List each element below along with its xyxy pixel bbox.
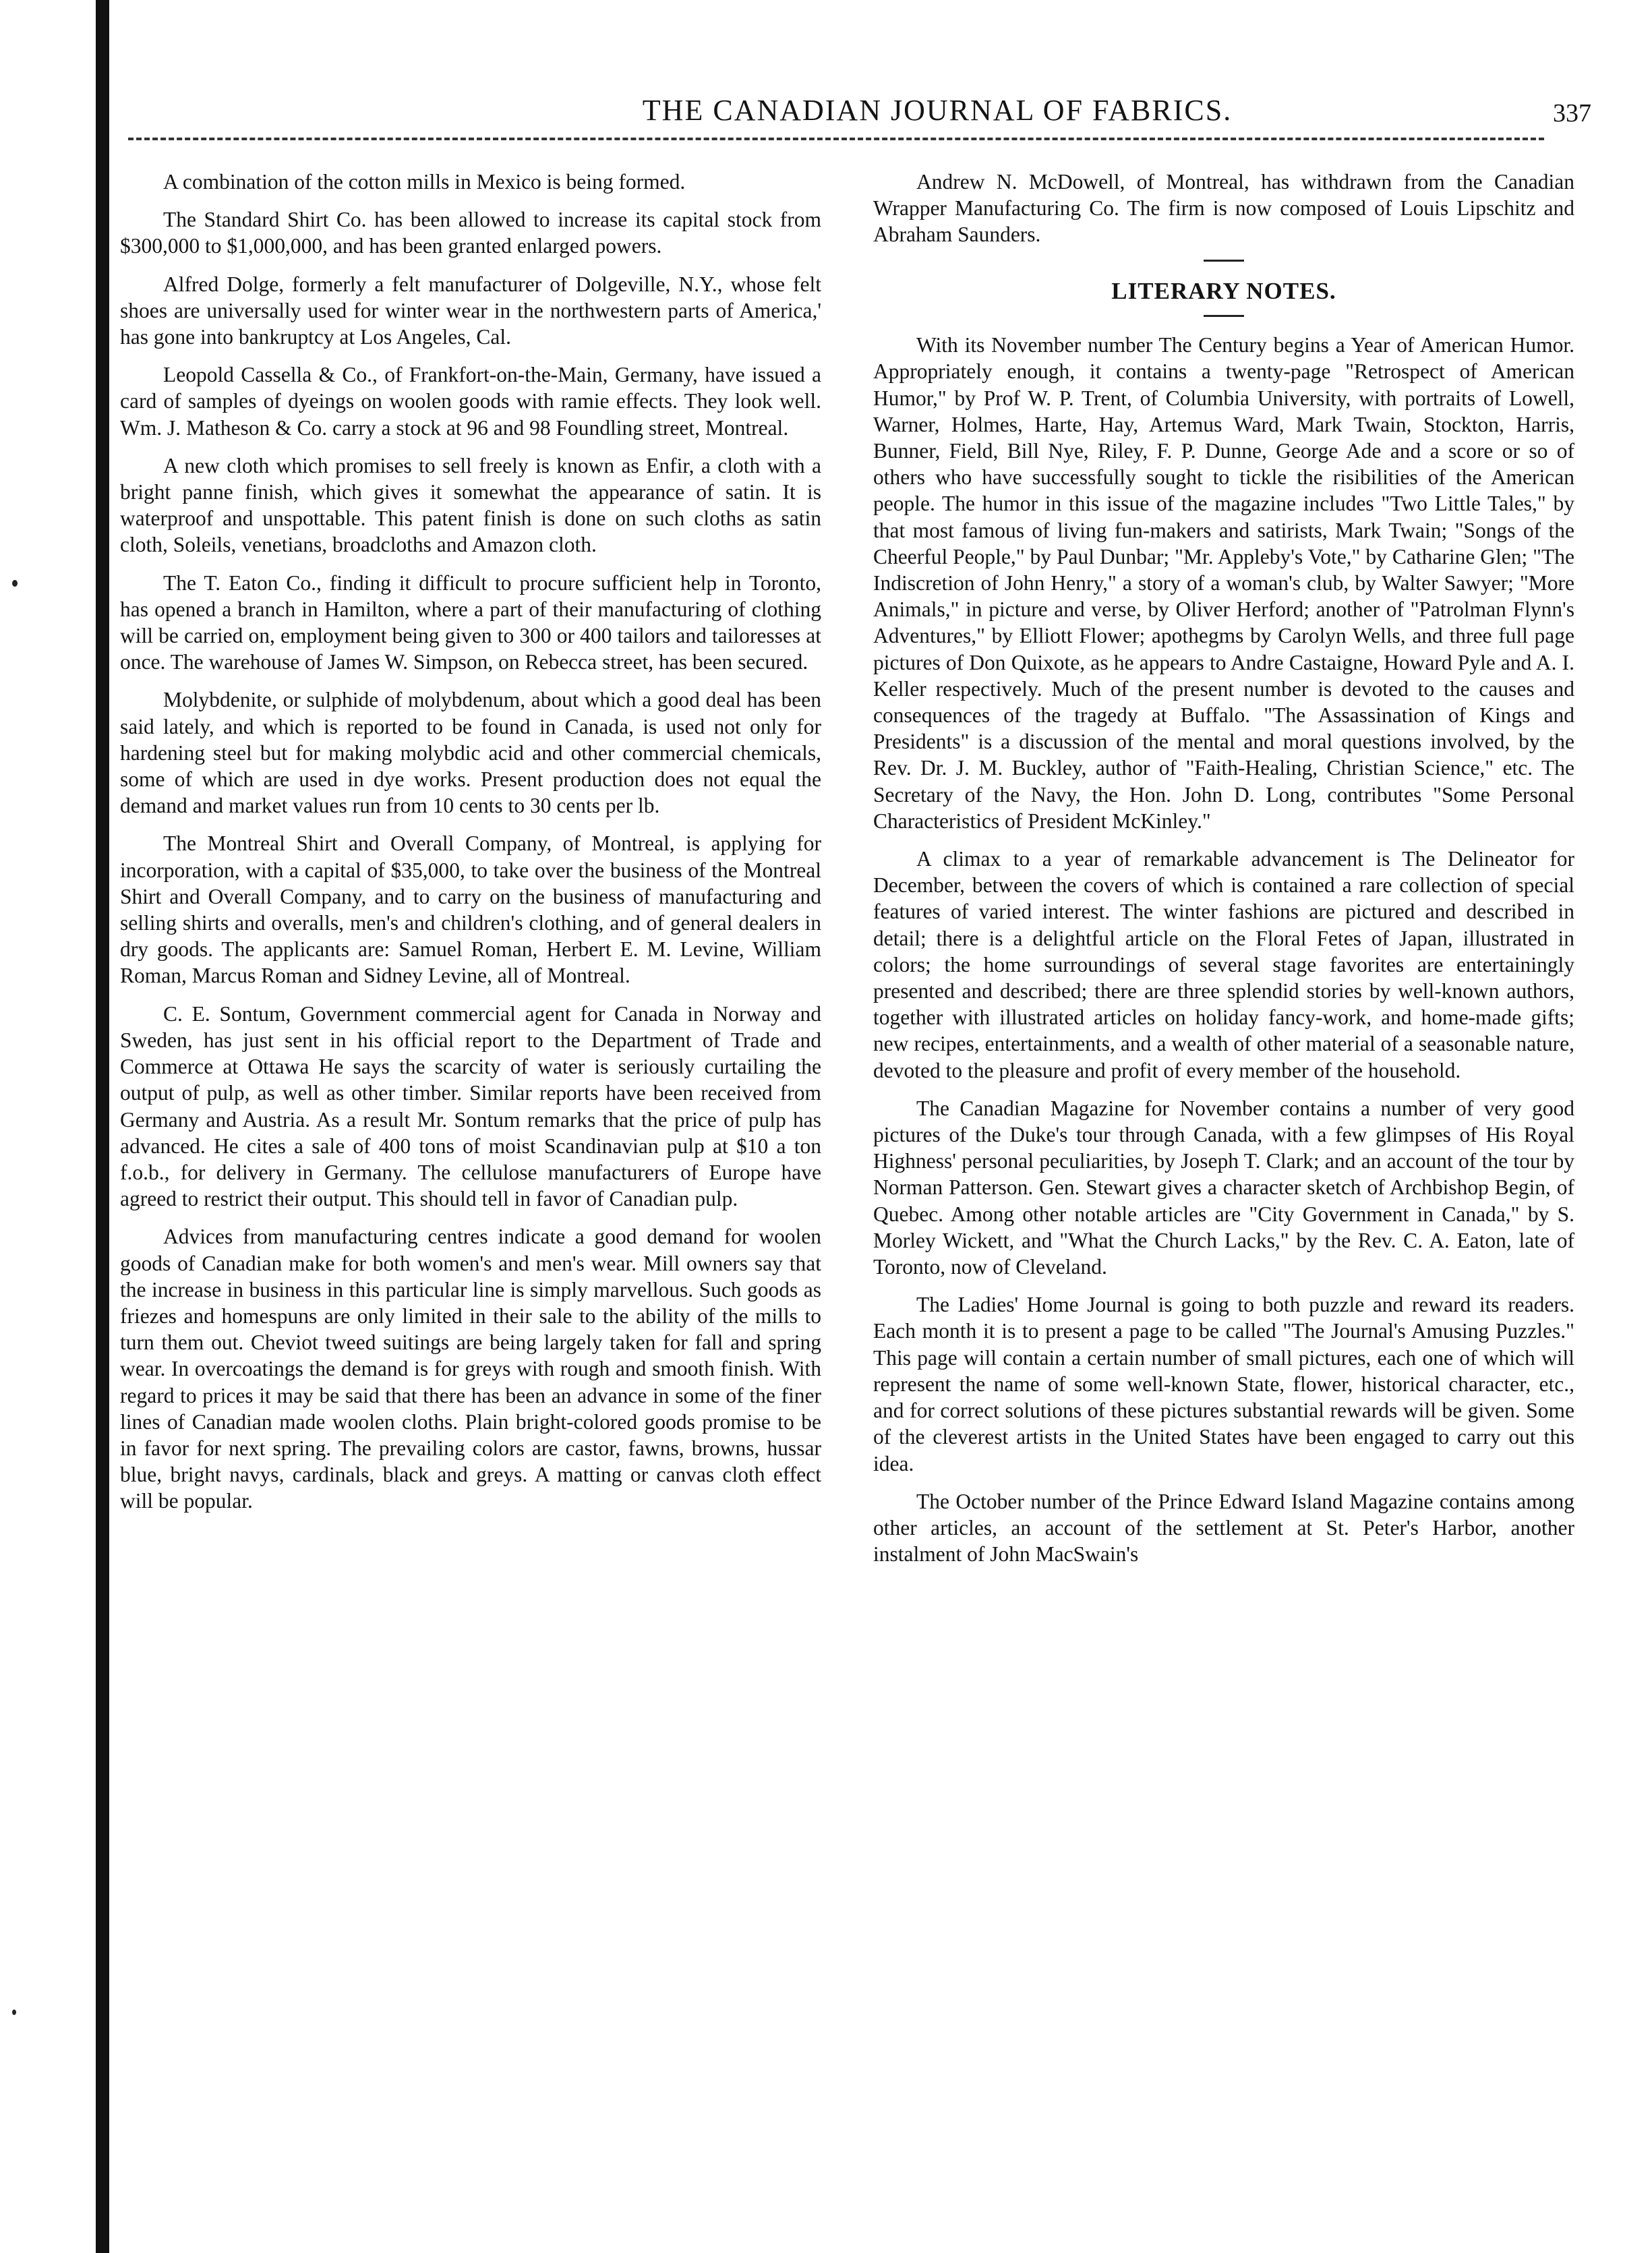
literary-note: With its November number The Century begins a Year of American Humor. Appropriately enough, it contains a twenty-page "Retrospect of American Humor," by Prof W. P. Trent, of Columbia University, with portraits of Lowell, Warner, Holmes, Harte, Hay, Artemus Ward, Mark Twain, Stockton, Harris, Bunner, Field, Bill Nye, Riley, F. P. Dunne, George Ade and a score or so of others who have successfully sought to tickle the risibilities of the American people. The humor in this issue of the magazine includes "Two Little Tales," by that most famous of living fun-makers and satirists, Mark Twain; "Songs of the Cheerful People," by Paul Dunbar; "Mr. Appleby's Vote," by Catharine Glen; "The Indiscretion of John Henry," a story of a woman's club, by Walter Sawyer; "More Animals," in picture and verse, by Oliver Herford; another of "Patrolman Flynn's Adventures," by Elliott Flower; apothegms by Carolyn Wells, and three full page pictures of Don Quixote, as he appears to Andre Castaigne, Howard Pyle and A. I. Keller respectively. Much of the present number is devoted to the causes and consequences of the tragedy at Buffalo. "The Assassination of Kings and Presidents" is a discussion of the mental and moral questions involved, by the Rev. Dr. J. M. Buckley, author of "Faith-Healing, Christian Science," etc. The Secretary of the Navy, the Hon. John D. Long, contributes "Some Personal Characteristics of President McKinley." [873,333,1574,833]
section-divider [1204,315,1244,317]
page-number: 337 [1553,99,1591,127]
news-item: The T. Eaton Co., finding it difficult to procure sufficient help in Toronto, has opened a branch in Hamilton, where a part of their manufacturing of clothing will be carried on, employment being given to 300 or 400 tailors and tailoresses at once. The warehouse of James W. Simpson, on Rebecca street, has been secured. [120,570,821,674]
scan-speck [12,2010,16,2015]
literary-note: The Ladies' Home Journal is going to both puzzle and reward its readers. Each month it is to present a page to be called "The Journal's Amusing Puzzles." This page will contain a certain number of small pictures, each one of which will represent the name of some well-known State, flower, historical character, etc., and for correct solutions of these pictures substantial rewards will be given. Some of the cleverest artists in the United States have been engaged to carry out this idea. [873,1293,1574,1475]
section-divider [1204,260,1244,262]
page-binding-edge [96,0,109,2253]
news-item: Molybdenite, or sulphide of molybdenum, about which a good deal has been said lately, and which is reported to be found in Canada, is used not only for hardening steel but for making molybdic acid and other commercial chemicals, some of which are used in dye works. Present production does not equal the demand and market values run from 10 cents to 30 cents per lb. [120,688,821,818]
section-heading: LITERARY NOTES. [1111,277,1336,304]
scan-speck [12,580,18,587]
running-title: THE CANADIAN JOURNAL OF FABRICS. [642,94,1233,127]
news-item: A combination of the cotton mills in Mexico is being formed. [163,170,686,194]
news-item: A new cloth which promises to sell freely is known as Enfir, a cloth with a bright panne finish, which gives it somewhat the appearance of satin. It is waterproof and unspottable. This patent finish is done on such cloths as satin cloth, Soleils, venetians, broadcloths and Amazon cloth. [120,453,821,557]
literary-note: The October number of the Prince Edward Island Magazine contains among other articles, an account of the settlement at St. Peter's Harbor, another instalment of John MacSwain's [873,1489,1574,1567]
literary-note: The Canadian Magazine for November contains a number of very good pictures of the Duke's tour through Canada, with a few glimpses of His Royal Highness' personal peculiarities, by Joseph T. Clark; and an account of the tour by Norman Patterson. Gen. Stewart gives a character sketch of Archbishop Begin, of Quebec. Among other notable articles are "City Government in Canada," by S. Morley Wickett, and "What the Church Lacks," by the Rev. C. A. Eaton, late of Toronto, now of Cleveland. [873,1096,1574,1279]
left-column [120,169,821,1526]
header-rule [128,138,1544,140]
news-item: Andrew N. McDowell, of Montreal, has withdrawn from the Canadian Wrapper Manufacturing Co. The firm is now composed of Louis Lipschitz and Abraham Saunders. [873,170,1574,247]
right-column [873,169,1574,1579]
news-item: The Standard Shirt Co. has been allowed to increase its capital stock from $300,000 to $1,000,000, and has been granted enlarged powers. [120,208,821,258]
literary-note: A climax to a year of remarkable advancement is The Delineator for December, between the covers of which is contained a rare collection of special features of varied interest. The winter fashions are pictured and described in detail; there is a delightful article on the Floral Fetes of Japan, illustrated in colors; the home surroundings of several stage favorites are entertainingly presented and described; there are three splendid stories by well-known authors, together with illustrated articles on holiday fancy-work, and home-made gifts; new recipes, entertainments, and a wealth of other material of a seasonable nature, devoted to the pleasure and profit of every member of the household. [873,847,1574,1082]
news-item: Advices from manufacturing centres indicate a good demand for woolen goods of Canadian make for both women's and men's wear. Mill owners say that the increase in business in this particular line is simply marvellous. Such goods as friezes and homespuns are only limited in their sale to the ability of the mills to turn them out. Cheviot tweed suitings are being largely taken for fall and spring wear. In overcoatings the demand is for greys with rough and smooth finish. With regard to prices it may be said that there has been an advance in some of the finer lines of Canadian made woolen cloths. Plain bright-colored goods promise to be in favor for next spring. The prevailing colors are castor, fawns, browns, hussar blue, bright navys, cardinals, black and greys. A matting or canvas cloth effect will be popular. [120,1225,821,1513]
news-item: The Montreal Shirt and Overall Company, of Montreal, is applying for incorporation, with a capital of $35,000, to take over the business of the Montreal Shirt and Overall Company, and to carry on the business of manufacturing and selling shirts and overalls, men's and children's clothing, and of general dealers in dry goods. The applicants are: Samuel Roman, Herbert E. M. Levine, William Roman, Marcus Roman and Sidney Levine, all of Montreal. [120,831,821,988]
news-item: Alfred Dolge, formerly a felt manufacturer of Dolgeville, N.Y., whose felt shoes are universally used for winter wear in the northwestern parts of America,' has gone into bankruptcy at Los Angeles, Cal. [120,272,821,349]
news-item: C. E. Sontum, Government commercial agent for Canada in Norway and Sweden, has just sent in his official report to the Department of Trade and Commerce at Ottawa He says the scarcity of water is seriously curtailing the output of pulp, as well as other timber. Similar reports have been received from Germany and Austria. As a result Mr. Sontum remarks that the price of pulp has advanced. He cites a sale of 400 tons of moist Scandinavian pulp at $10 a ton f.o.b., for delivery in Germany. The cellulose manufacturers of Europe have agreed to restrict their output. This should tell in favor of Canadian pulp. [120,1001,821,1211]
news-item: Leopold Cassella & Co., of Frankfort-on-the-Main, Germany, have issued a card of samples of dyeings on woolen goods with ramie effects. They look well. Wm. J. Matheson & Co. carry a stock at 96 and 98 Foundling street, Montreal. [120,363,821,440]
